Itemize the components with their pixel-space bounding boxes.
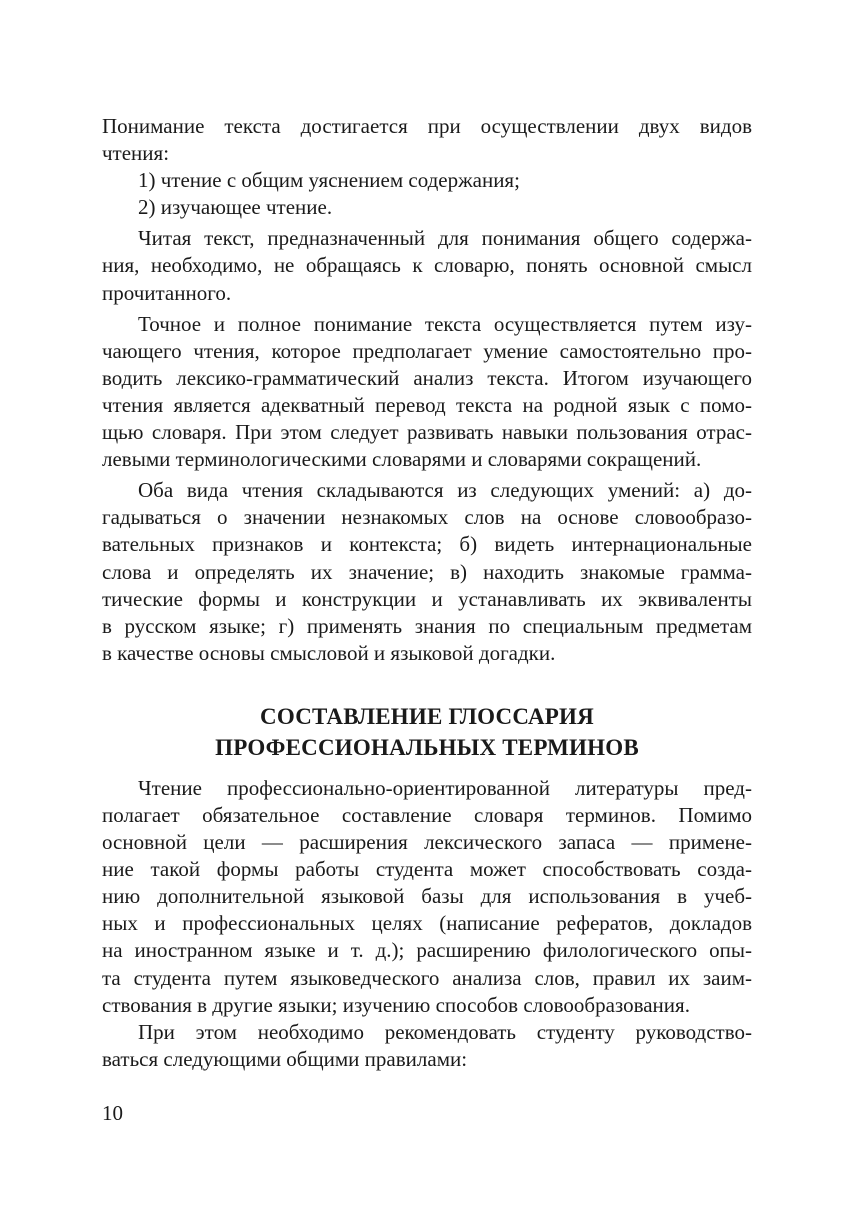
text-line: водить лексико-грамматический анализ текста. Итогом изучающего	[102, 365, 752, 390]
text-line: слова и определять их значение; в) находить знакомые грамма-	[102, 559, 752, 584]
text-line: та студента путем языковедческого анализа слов, правил их заим-	[102, 965, 752, 990]
paragraph	[102, 113, 752, 167]
text-line: в русском языке; г) применять знания по специальным предметам	[102, 613, 752, 638]
text-line: ствования в другие языки; изучению способов словообразования.	[102, 992, 690, 1017]
text-line: Точное и полное понимание текста осуществляется путем изу-	[138, 311, 752, 336]
text-section-after	[102, 775, 752, 1073]
text-line: тические формы и конструкции и устанавливать их эквиваленты	[102, 586, 752, 611]
text-line: гадываться о значении незнакомых слов на основе словообразо-	[102, 505, 752, 530]
text-line: прочитанного.	[102, 280, 232, 305]
text-line: 2) изучающее чтение.	[138, 195, 333, 220]
section-heading	[102, 701, 752, 763]
text-line: ваться следующими общими правилами:	[102, 1046, 468, 1071]
text-line: щью словаря. При этом следует развивать навыки пользования отрас-	[102, 420, 752, 445]
paragraph	[102, 225, 752, 306]
paragraph	[102, 194, 752, 221]
text-line: левыми терминологическими словарями и словарями сокращений.	[102, 447, 702, 472]
text-line: полагает обязательное составление словаря терминов. Помимо	[102, 802, 752, 827]
text-line: Читая текст, предназначенный для понимания общего содержа-	[138, 226, 752, 251]
text-line: ние такой формы работы студента может способствовать созда-	[102, 857, 752, 882]
paragraph	[102, 477, 752, 667]
text-line: Понимание текста достигается при осуществлении двух видов	[102, 114, 752, 138]
text-line: ния, необходимо, не обращаясь к словарю, понять основной смысл	[102, 253, 752, 278]
page-body	[102, 113, 752, 1073]
text-line: чающего чтения, которое предполагает умение самостоятельно про-	[102, 338, 752, 363]
paragraph	[102, 1019, 752, 1073]
text-line: Оба вида чтения складываются из следующих умений: а) до-	[138, 478, 752, 503]
text-line: чтения является адекватный перевод текста на родной язык с помо-	[102, 392, 752, 417]
section-heading-line-2: ПРОФЕССИОНАЛЬНЫХ ТЕРМИНОВ	[215, 734, 639, 760]
text-line: в качестве основы смысловой и языковой догадки.	[102, 640, 556, 665]
text-section-before	[102, 113, 752, 667]
section-heading-line-1: СОСТАВЛЕНИЕ ГЛОССАРИЯ	[260, 703, 594, 729]
text-line: основной цели — расширения лексического запаса — примене-	[102, 830, 752, 855]
text-line: на иностранном языке и т. д.); расширению филологического опы-	[102, 938, 752, 963]
text-line: 1) чтение с общим уяснением содержания;	[138, 168, 520, 193]
paragraph	[102, 775, 752, 1019]
paragraph	[102, 311, 752, 474]
text-line: Чтение профессионально-ориентированной литературы пред-	[138, 775, 752, 800]
text-line: чтения:	[102, 141, 170, 166]
text-line: нию дополнительной языковой базы для использования в учеб-	[102, 884, 752, 909]
text-line: ных и профессиональных целях (написание рефератов, докладов	[102, 911, 752, 936]
paragraph	[102, 167, 752, 194]
text-line: вательных признаков и контекста; б) видеть интернациональные	[102, 532, 752, 557]
text-line: При этом необходимо рекомендовать студенту руководство-	[138, 1019, 752, 1044]
page-number: 10	[102, 1101, 123, 1125]
